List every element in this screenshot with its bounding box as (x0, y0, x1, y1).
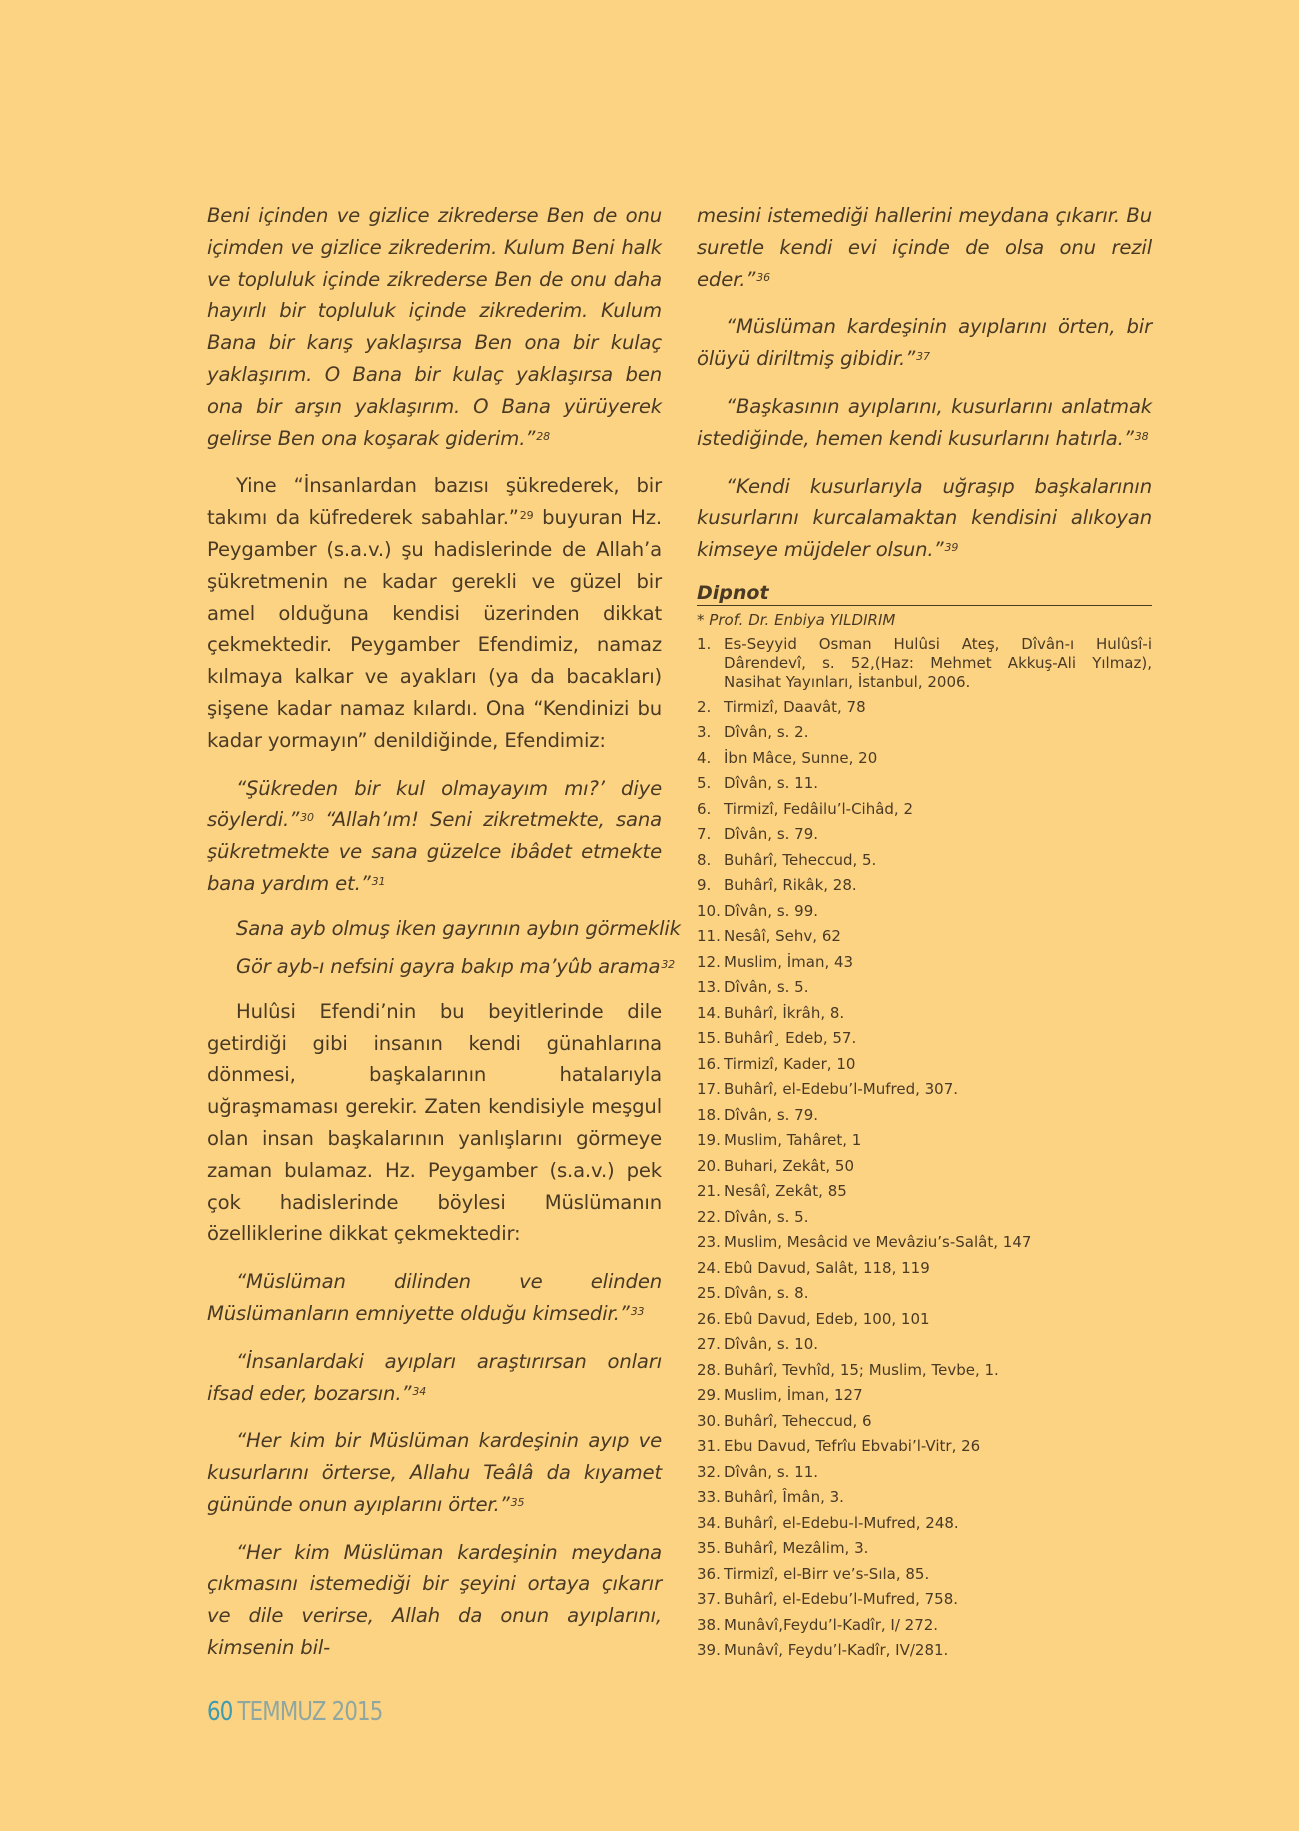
footnote-item (697, 873, 1152, 899)
footnote-text: Ebû Davud, Edeb, 100, 101 (724, 1309, 930, 1328)
footnote-text: Buhârî, Îmân, 3. (724, 1488, 844, 1507)
footnote-text: Buhârî, İkrâh, 8. (724, 1003, 845, 1022)
footnote-text: Tirmizî, Kader, 10 (724, 1054, 856, 1073)
footnote-item (697, 1026, 1152, 1052)
hadith-paragraph (697, 391, 1152, 455)
footnote-item (697, 1613, 1152, 1639)
hadith-text: “Her kim Müslüman kardeşinin meydana çıkmasını istemediği bir şeyini ortaya çıkarır ve dile verirse, Allah da onun ayıplarını, kimsenin bil- (207, 1540, 662, 1660)
footnote-ref[interactable]: 36 (756, 270, 770, 284)
footnote-number: 6. (697, 799, 712, 818)
footnote-item (697, 1230, 1152, 1256)
footnote-number: 33. (697, 1488, 721, 1507)
footnote-ref[interactable]: 35 (510, 1495, 525, 1509)
footnote-text: Muslim, Mesâcid ve Mevâziu’s-Salât, 147 (724, 1233, 1032, 1252)
footnote-text: Buhârî¸ Edeb, 57. (724, 1029, 857, 1048)
issue-date: TEMMUZ 2015 (237, 1697, 383, 1727)
footnote-text: Dîvân, s. 79. (724, 825, 819, 844)
hadith-paragraph (207, 1346, 662, 1410)
footnote-number: 27. (697, 1335, 721, 1354)
verse-line (207, 948, 675, 986)
footnote-number: 22. (697, 1207, 721, 1226)
footnote-item (697, 1332, 1152, 1358)
footnote-number: 8. (697, 850, 712, 869)
footnote-text: Buhârî, Mezâlim, 3. (724, 1539, 869, 1558)
footnotes-section (697, 582, 1152, 1664)
footnote-number: 7. (697, 825, 712, 844)
footnote-number: 17. (697, 1080, 721, 1099)
footnote-item (697, 1307, 1152, 1333)
footnote-number: 16. (697, 1054, 721, 1073)
footnote-ref[interactable]: 33 (630, 1304, 645, 1318)
footnote-item (697, 1434, 1152, 1460)
hadith-text: mesini istemediği hallerini meydana çıkarır. Bu suretle kendi evi içinde de olsa onu rezil eder.” (697, 204, 1152, 291)
footnote-number: 32. (697, 1462, 721, 1481)
footnotes-title: Dipnot (697, 582, 1152, 606)
footnote-number: 39. (697, 1641, 721, 1660)
left-column (207, 200, 681, 1664)
footnote-item (697, 1587, 1152, 1613)
footnote-text: Buhârî, Teheccud, 6 (724, 1411, 872, 1430)
footnote-number: 11. (697, 927, 721, 946)
footnote-item (697, 720, 1152, 746)
footnote-text: Dîvân, s. 10. (724, 1335, 819, 1354)
body-text: Yine “İnsanlardan bazısı şükrederek, bir takımı da küfrederek sabahlar.” (207, 474, 662, 530)
footnote-item (697, 1460, 1152, 1486)
footnote-number: 37. (697, 1590, 721, 1609)
footnote-number: 4. (697, 748, 712, 767)
verse-line: Sana ayb olmuş iken gayrının aybın görmeklik (236, 916, 681, 940)
footnote-text: Buhârî, Teheccud, 5. (724, 850, 877, 869)
verse-text: Gör ayb-ı nefsini gayra bakıp ma’yûb arama (236, 954, 661, 978)
footnote-number: 12. (697, 952, 721, 971)
footnote-number: 3. (697, 723, 712, 742)
footnote-text: Nesâî, Sehv, 62 (724, 927, 841, 946)
footnote-number: 19. (697, 1131, 721, 1150)
footnote-item (697, 635, 1152, 692)
footnote-text: Es-Seyyid Osman Hulûsi Ateş, Dîvân-ı Hulûsî-i Dârendevî, s. 52,(Haz: Mehmet Akkuş-Ali Yılmaz), Nasihat Yayınları, İstanbul, 2006. (724, 634, 1152, 691)
footnote-text: Dîvân, s. 5. (724, 1207, 809, 1226)
hadith-text: “Her kim bir Müslüman kardeşinin ayıp ve kusurlarını örterse, Allahu Teâlâ da kıyamet gününde onun ayıplarını örter.” (207, 1429, 662, 1516)
footnote-text: Munâvî, Feydu’l-Kadîr, IV/281. (724, 1641, 949, 1660)
page-number: 60 (207, 1697, 233, 1727)
hadith-paragraph (697, 311, 1152, 375)
footnote-number: 29. (697, 1386, 721, 1405)
hadith-paragraph (207, 1266, 662, 1330)
hadith-paragraph (697, 471, 1152, 566)
footnote-item (697, 1511, 1152, 1537)
footnote-number: 38. (697, 1615, 721, 1634)
footnote-number: 23. (697, 1233, 721, 1252)
body-paragraph (207, 996, 662, 1250)
footnote-item (697, 1103, 1152, 1129)
hadith-paragraph (207, 200, 662, 454)
hadith-text: “Başkasının ayıplarını, kusurlarını anlatmak istediğinde, hemen kendi kusurlarını hatırla.” (697, 394, 1152, 450)
footnote-text: Tirmizî, Daavât, 78 (724, 697, 866, 716)
footnote-number: 9. (697, 876, 712, 895)
footnote-text: İbn Mâce, Sunne, 20 (724, 748, 878, 767)
footnote-text: Muslim, İman, 127 (724, 1386, 863, 1405)
footnote-item (697, 746, 1152, 772)
footnote-item (697, 1358, 1152, 1384)
footnote-item (697, 1179, 1152, 1205)
footnote-number: 24. (697, 1258, 721, 1277)
footnote-ref[interactable]: 31 (371, 874, 386, 888)
footnote-ref[interactable]: 32 (661, 957, 675, 971)
footnote-text: Ebu Davud, Tefrîu Ebvabi’l-Vitr, 26 (724, 1437, 981, 1456)
footnote-item (697, 1536, 1152, 1562)
body-paragraph (207, 470, 662, 756)
footnote-number: 1. (697, 634, 712, 653)
footnote-ref[interactable]: 37 (916, 350, 930, 364)
footnote-text: Buhârî, el-Edebu’l-Mufred, 307. (724, 1080, 959, 1099)
footnote-number: 26. (697, 1309, 721, 1328)
footnote-number: 14. (697, 1003, 721, 1022)
body-text: Hulûsi Efendi’nin bu beyitlerinde dile getirdiği gibi insanın kendi günahlarına dönmesi, başkalarının hatalarıyla uğraşmaması gerekir. Zaten kendisiyle meşgul olan insan başkalarının yanlışlarını görmeye zaman bulamaz. Hz. Peygamber (s.a.v.) pek çok hadislerinde böylesi Müslümanın özelliklerine dikkat çekmektedir: (207, 999, 662, 1246)
footnote-text: Dîvân, s. 2. (724, 723, 809, 742)
footnote-text: Dîvân, s. 11. (724, 1462, 819, 1481)
footnote-number: 25. (697, 1284, 721, 1303)
hadith-text: “Müslüman kardeşinin ayıplarını örten, bir ölüyü diriltmiş gibidir.” (697, 315, 1152, 371)
footnote-text: Nesâî, Zekât, 85 (724, 1182, 847, 1201)
footnote-text: Buhârî, Tevhîd, 15; Muslim, Tevbe, 1. (724, 1360, 999, 1379)
footnote-number: 5. (697, 774, 712, 793)
footnote-item (697, 771, 1152, 797)
footnote-item (697, 822, 1152, 848)
footnote-text: Tirmizî, Fedâilu’l-Cihâd, 2 (724, 799, 914, 818)
footnote-text: Buhârî, Rikâk, 28. (724, 876, 857, 895)
footnote-item (697, 1154, 1152, 1180)
footnote-item (697, 1562, 1152, 1588)
hadith-text: “Şükreden bir kul olmayayım mı?’ diye söylerdi.” (207, 776, 662, 832)
footnote-item (697, 1383, 1152, 1409)
footnote-number: 35. (697, 1539, 721, 1558)
footnote-item (697, 924, 1152, 950)
footnote-number: 10. (697, 901, 721, 920)
verse-block (207, 910, 681, 986)
footnote-number: 2. (697, 697, 712, 716)
footnote-item (697, 1001, 1152, 1027)
hadith-text: Beni içinden ve gizlice zikrederse Ben de onu içimden ve gizlice zikrederim. Kulum Beni halk ve topluluk içinde zikrederse Ben de onu daha hayırlı bir topluluk içinde zikrederim. Kulum Bana bir karış yaklaşırsa Ben ona bir kulaç yaklaşırım. O Bana bir kulaç yaklaşırsa ben ona bir arşın yaklaşırım. O Bana yürüyerek gelirse Ben ona koşarak giderim.” (207, 204, 662, 450)
footnote-text: Dîvân, s. 79. (724, 1105, 819, 1124)
footnote-number: 36. (697, 1564, 721, 1583)
footnote-number: 28. (697, 1360, 721, 1379)
author-note: * Prof. Dr. Enbiya YILDIRIM (697, 610, 896, 629)
footnote-item (697, 848, 1152, 874)
footnote-number: 31. (697, 1437, 721, 1456)
hadith-paragraph (697, 200, 1152, 295)
footnote-text: Buhari, Zekât, 50 (724, 1156, 854, 1175)
footnote-item (697, 1205, 1152, 1231)
footnote-text: Muslim, İman, 43 (724, 952, 854, 971)
footnote-text: Dîvân, s. 11. (724, 774, 819, 793)
footnote-text: Munâvî,Feydu’l-Kadîr, I/ 272. (724, 1615, 939, 1634)
hadith-paragraph (207, 773, 662, 900)
footnote-item (697, 1256, 1152, 1282)
footnote-item (697, 1409, 1152, 1435)
footnote-ref[interactable]: 39 (944, 541, 959, 555)
footnote-item (697, 899, 1152, 925)
footnote-item (697, 975, 1152, 1001)
page-footer (207, 1697, 383, 1727)
footnote-ref[interactable]: 34 (412, 1384, 427, 1398)
footnote-ref[interactable]: 28 (536, 429, 550, 443)
footnote-number: 30. (697, 1411, 721, 1430)
footnote-number: 34. (697, 1513, 721, 1532)
footnote-number: 18. (697, 1105, 721, 1124)
right-column (697, 200, 1152, 1664)
footnote-item (697, 1485, 1152, 1511)
footnote-text: Dîvân, s. 5. (724, 978, 809, 997)
footnote-text: Buhârî, el-Edebu-l-Mufred, 248. (724, 1513, 959, 1532)
footnote-ref[interactable]: 38 (1134, 429, 1149, 443)
hadith-text: “İnsanlardaki ayıpları araştırırsan onları ifsad eder, bozarsın.” (207, 1349, 662, 1405)
hadith-text: “Kendi kusurlarıyla uğraşıp başkalarının kusurlarını kurcalamaktan kendisini alıkoyan kimseye müjdeler olsun.” (697, 474, 1152, 562)
hadith-paragraph (207, 1537, 662, 1664)
footnote-text: Ebû Davud, Salât, 118, 119 (724, 1258, 930, 1277)
hadith-paragraph (207, 1425, 662, 1520)
footnote-ref[interactable]: 29 (519, 509, 534, 523)
footnote-item (697, 1052, 1152, 1078)
footnote-text: Buhârî, el-Edebu’l-Mufred, 758. (724, 1590, 959, 1609)
footnote-number: 20. (697, 1156, 721, 1175)
hadith-text: “Müslüman dilinden ve elinden Müslümanların emniyette olduğu kimsedir.” (207, 1270, 662, 1325)
footnote-text: Dîvân, s. 8. (724, 1284, 809, 1303)
footnote-item (697, 1128, 1152, 1154)
footnotes-list (697, 635, 1152, 1664)
footnote-item (697, 797, 1152, 823)
footnote-item (697, 950, 1152, 976)
footnote-item (697, 1077, 1152, 1103)
footnote-number: 15. (697, 1029, 721, 1048)
footnote-item (697, 1638, 1152, 1664)
footnote-number: 13. (697, 978, 721, 997)
footnote-ref[interactable]: 30 (300, 811, 314, 825)
footnote-item (697, 1281, 1152, 1307)
hadith-text: “Allah’ım! Seni zikretmekte, sana şükretmekte ve sana güzelce ibâdet etmekte bana yardım et.” (207, 808, 662, 895)
footnote-item (697, 695, 1152, 721)
body-text: buyuran Hz. Peygamber (s.a.v.) şu hadislerinde de Allah’a şükretmenin ne kadar gerekli ve güzel bir amel olduğuna kendisi üzerinden dikkat çekmektedir. Peygamber Efendimiz, namaz kılmaya kalkar ve ayakları (ya da bacakları) şişene kadar namaz kılardı. Ona “Kendinizi bu kadar yormayın” denildiğinde, Efendimiz: (207, 506, 662, 752)
footnote-text: Muslim, Tahâret, 1 (724, 1131, 862, 1150)
footnote-text: Tirmizî, el-Birr ve’s-Sıla, 85. (724, 1564, 930, 1583)
footnote-number: 21. (697, 1182, 721, 1201)
footnote-text: Dîvân, s. 99. (724, 901, 819, 920)
